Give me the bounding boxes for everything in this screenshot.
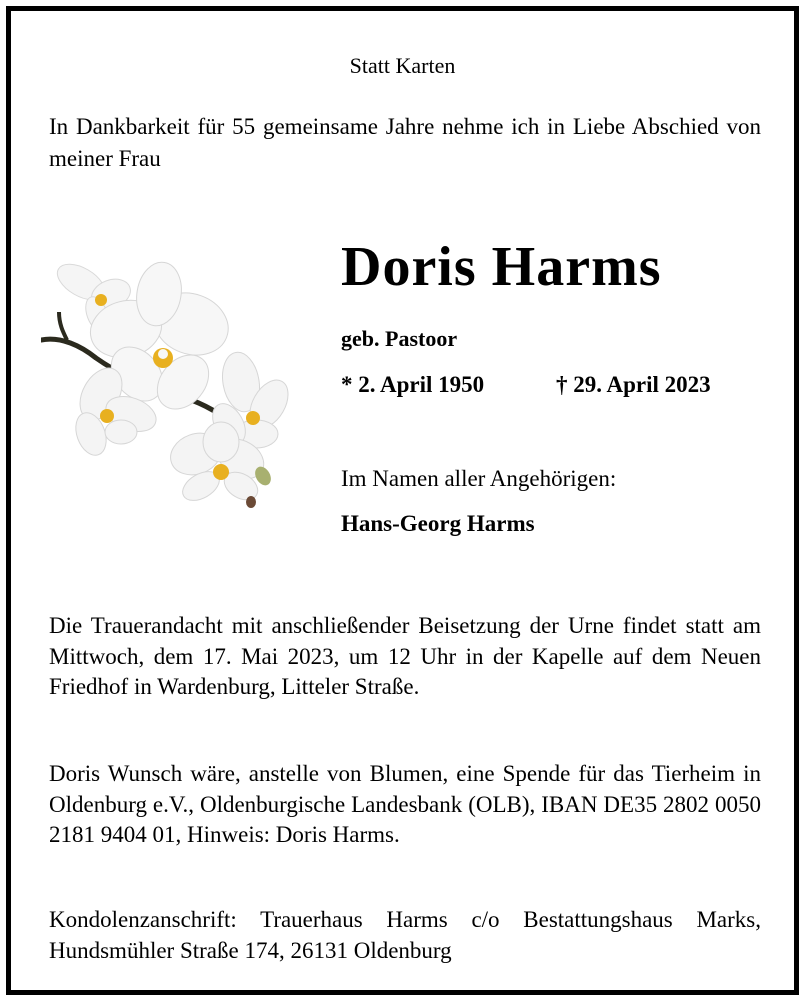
- orchid-icon: [41, 254, 291, 514]
- birth-date: * 2. April 1950: [341, 372, 485, 397]
- obituary-frame: [6, 6, 799, 995]
- service-paragraph: Die Trauerandacht mit anschließender Beisetzung der Urne findet statt am Mittwoch, dem 17. Mai 2023, um 12 Uhr in der Kapelle auf dem Neuen Friedhof in Wardenburg, Litteler Straße.: [49, 613, 761, 699]
- death-date: † 29. April 2023: [556, 372, 711, 397]
- mourners-intro: Im Namen aller Angehörigen:: [341, 466, 617, 491]
- condolence-paragraph: Kondolenzanschrift: Trauerhaus Harms c/o Bestattungshaus Marks, Hundsmühler Straße 174, 26131 Oldenburg: [49, 907, 761, 963]
- intro-text: In Dankbarkeit für 55 gemeinsame Jahre nehme ich in Liebe Abschied von meiner Frau: [49, 114, 761, 171]
- mourner-name: Hans-Georg Harms: [341, 511, 535, 536]
- donation-paragraph: Doris Wunsch wäre, anstelle von Blumen, eine Spende für das Tierheim in Oldenburg e.V., Oldenburgische Landesbank (OLB), IBAN DE35 2802 0050 2181 9404 01, Hinweis: Doris Harms.: [49, 761, 761, 847]
- deceased-name: Doris Harms: [341, 236, 662, 298]
- birth-name: geb. Pastoor: [341, 326, 458, 351]
- life-dates: [341, 372, 711, 398]
- header-text: Statt Karten: [349, 53, 456, 78]
